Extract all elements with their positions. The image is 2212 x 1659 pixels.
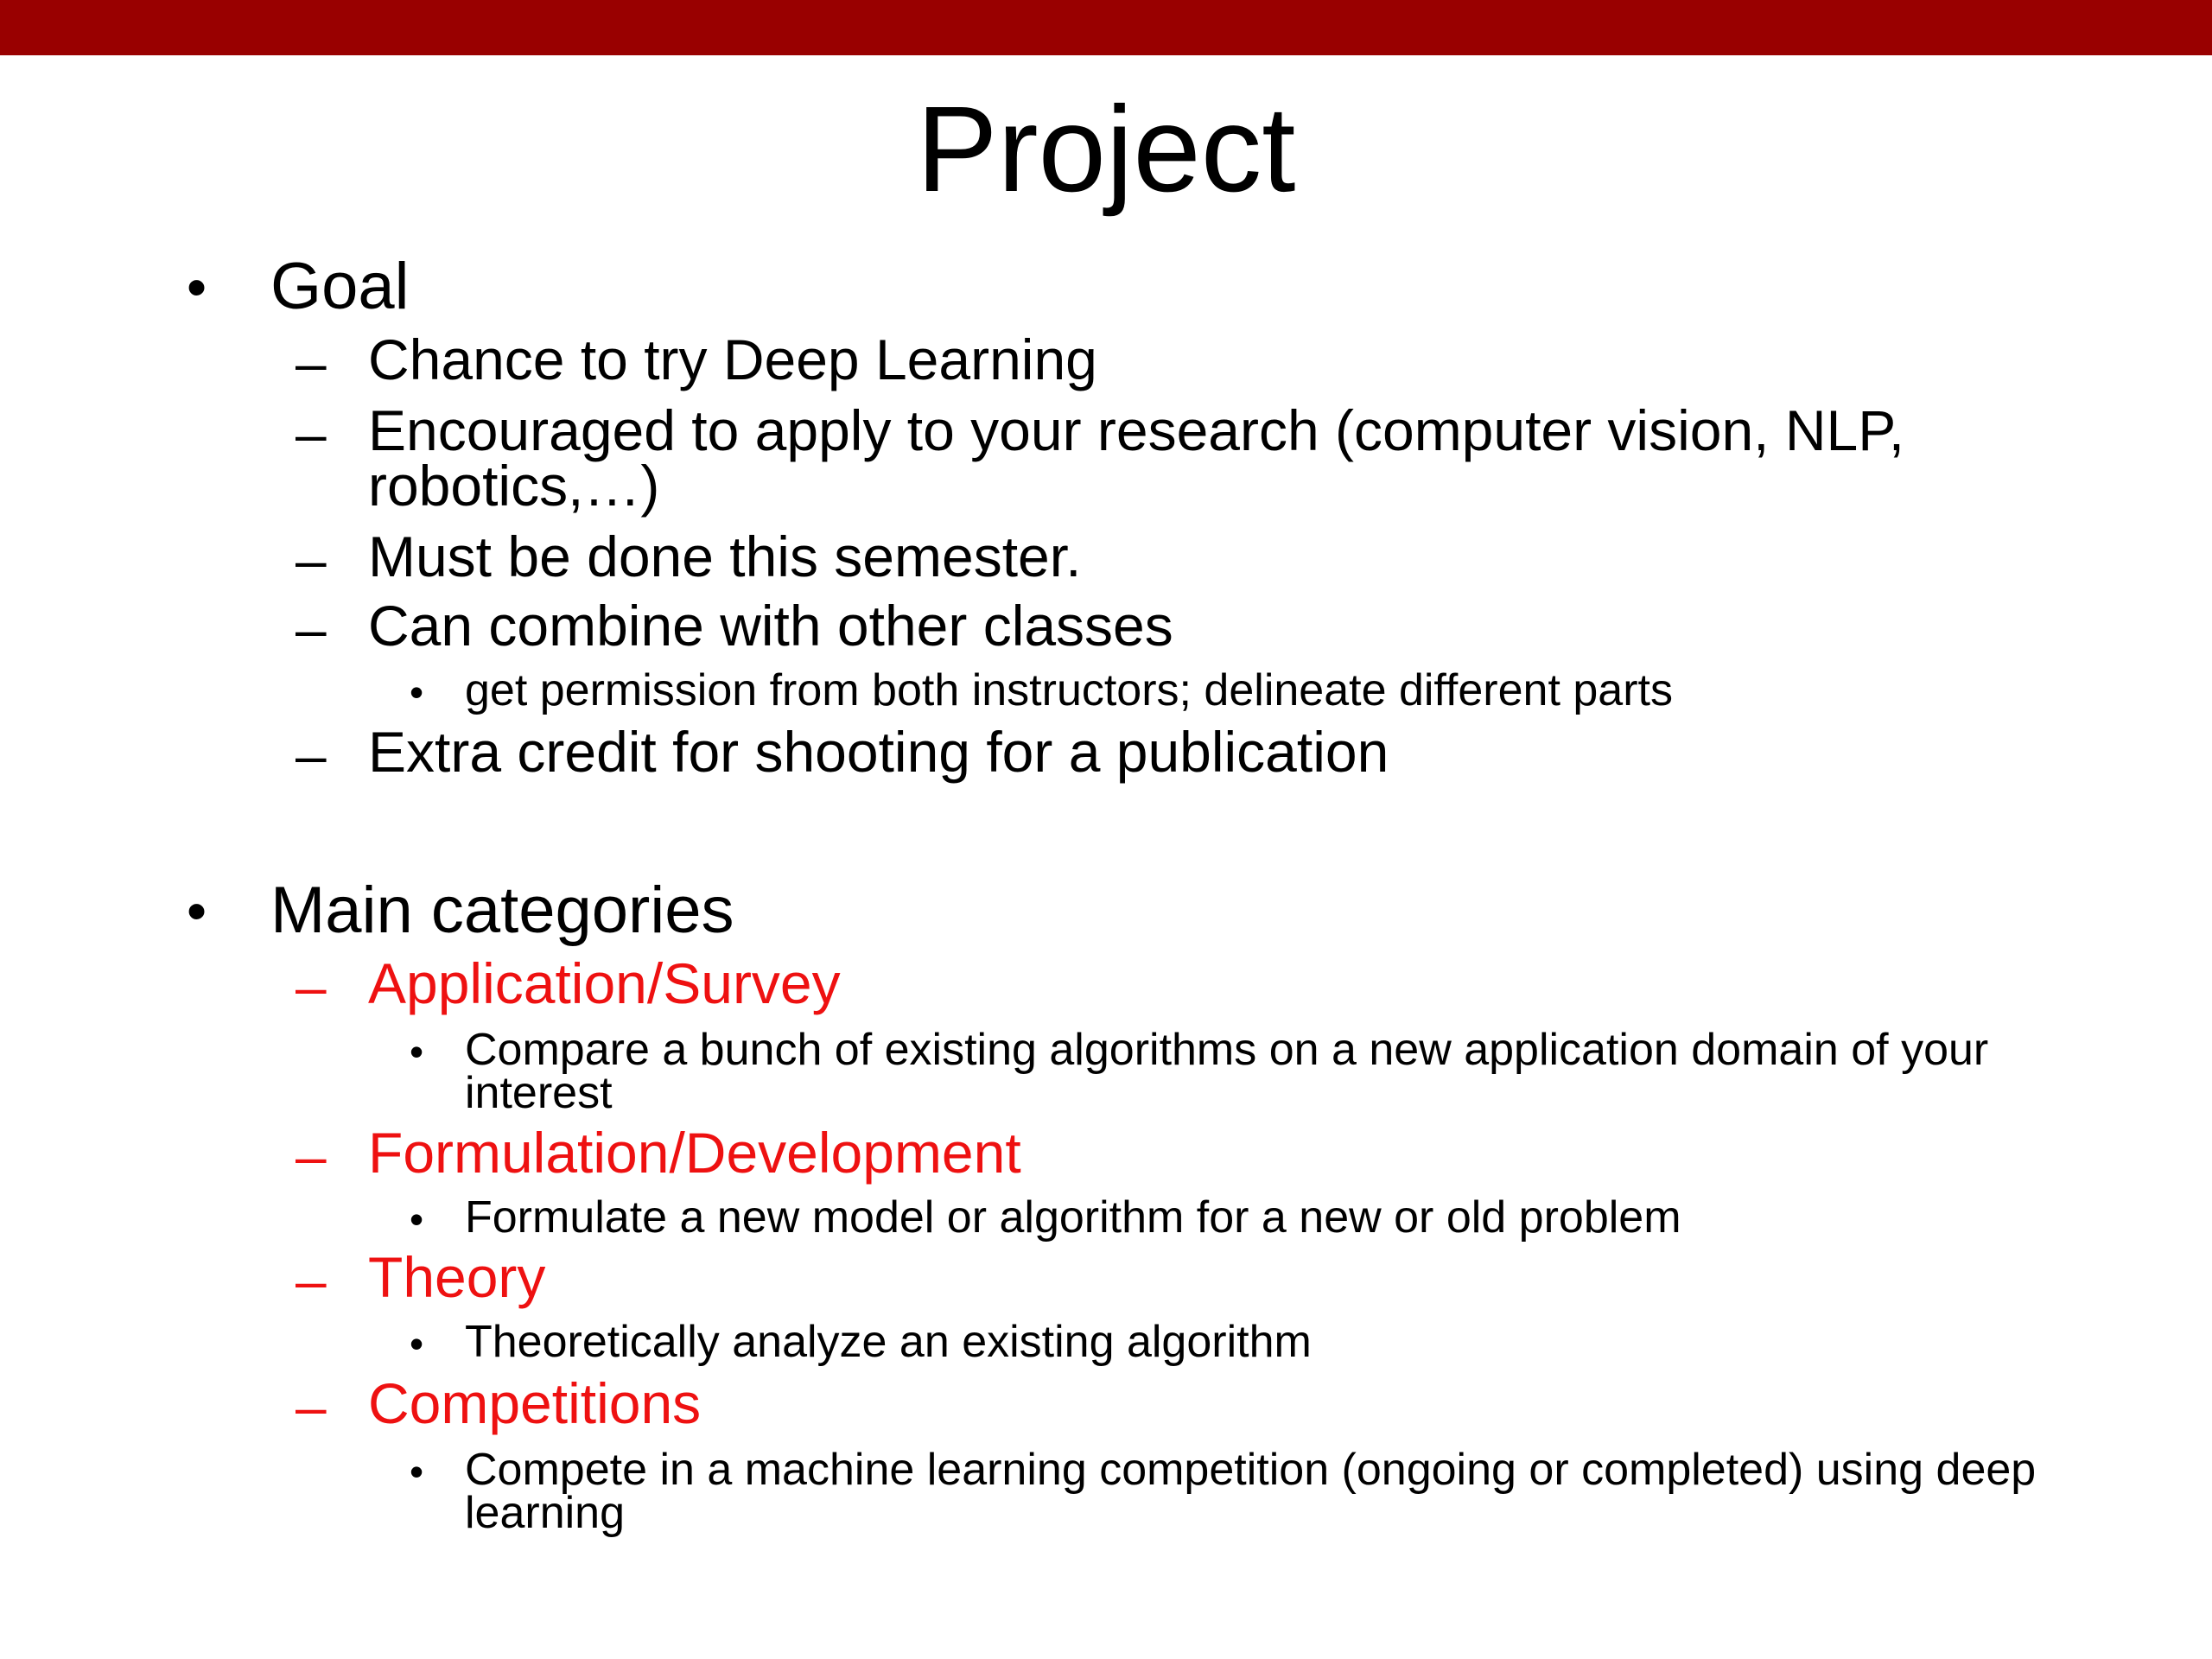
goal-item-text: Can combine with other classes — [368, 594, 1173, 658]
category-name: Application/Survey — [368, 951, 841, 1015]
dash-icon: – — [296, 529, 327, 591]
category-description: Theoretically analyze an existing algorithm — [465, 1317, 1312, 1367]
category-name: Theory — [368, 1245, 546, 1309]
category-description: Compare a bunch of existing algorithms on a new application domain of your interest — [465, 1025, 1989, 1118]
category-name: Competitions — [368, 1371, 702, 1435]
dash-icon: – — [296, 598, 327, 660]
small-bullet-icon: • — [410, 670, 424, 715]
category-name: Formulation/Development — [368, 1121, 1021, 1185]
dash-icon: – — [296, 332, 327, 394]
goal-item-text: Must be done this semester. — [368, 524, 1082, 588]
dash-icon: – — [296, 1249, 327, 1312]
dash-icon: – — [296, 724, 327, 786]
category-description: Compete in a machine learning competition (ongoing or completed) using deep learning — [465, 1445, 2037, 1538]
small-bullet-icon: • — [410, 1197, 424, 1242]
small-bullet-icon: • — [410, 1029, 424, 1074]
small-bullet-icon: • — [410, 1321, 424, 1366]
dash-icon: – — [296, 403, 327, 465]
bullet-icon: • — [187, 255, 207, 319]
goal-sub-item-text: get permission from both instructors; delineate different parts — [465, 665, 1673, 715]
goal-item-text: Extra credit for shooting for a publication — [368, 720, 1389, 784]
small-bullet-icon: • — [410, 1449, 424, 1494]
dash-icon: – — [296, 956, 327, 1018]
bullet-icon: • — [187, 879, 207, 943]
goal-item-text: Chance to try Deep Learning — [368, 327, 1097, 391]
slide-title: Project — [916, 80, 1296, 217]
goal-heading: Goal — [270, 250, 410, 323]
categories-heading: Main categories — [270, 874, 734, 947]
goal-item-text: Encouraged to apply to your research (computer vision, NLP, robotics,…) — [368, 398, 1905, 518]
dash-icon: – — [296, 1376, 327, 1438]
dash-icon: – — [296, 1125, 327, 1187]
category-description: Formulate a new model or algorithm for a new or old problem — [465, 1192, 1681, 1243]
